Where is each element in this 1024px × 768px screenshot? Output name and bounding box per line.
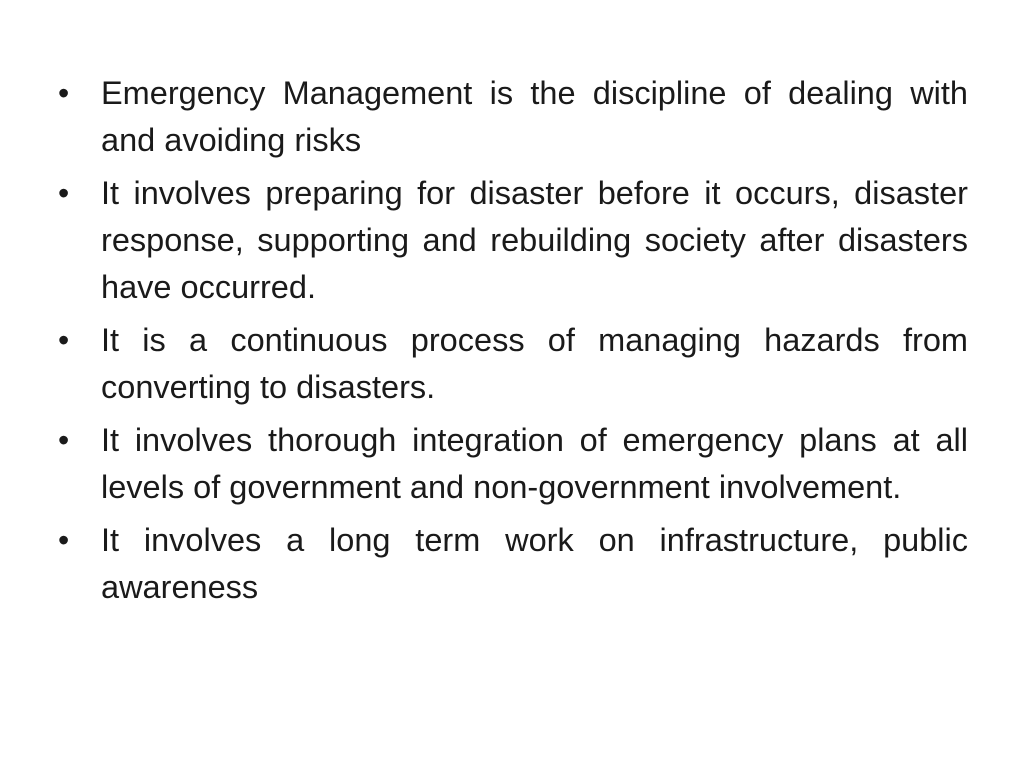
bullet-icon: • bbox=[58, 322, 70, 358]
bullet-item bbox=[58, 517, 968, 611]
bullet-text: It involves preparing for disaster before it occurs, disaster response, supporting and rebuilding society after disasters have occurred. bbox=[101, 175, 968, 305]
bullet-icon: • bbox=[58, 175, 70, 211]
bullet-icon: • bbox=[58, 522, 70, 558]
bullet-item bbox=[58, 70, 968, 164]
bullet-list bbox=[58, 70, 968, 617]
bullet-icon: • bbox=[58, 422, 70, 458]
bullet-text: It is a continuous process of managing hazards from converting to disasters. bbox=[101, 322, 968, 405]
bullet-text: It involves a long term work on infrastructure, public awareness bbox=[101, 522, 968, 605]
bullet-text: It involves thorough integration of emergency plans at all levels of government and non-government involvement. bbox=[101, 422, 968, 505]
bullet-item bbox=[58, 417, 968, 511]
bullet-item bbox=[58, 170, 968, 311]
bullet-icon: • bbox=[58, 75, 70, 111]
bullet-text: Emergency Management is the discipline of dealing with and avoiding risks bbox=[101, 75, 968, 158]
bullet-item bbox=[58, 317, 968, 411]
